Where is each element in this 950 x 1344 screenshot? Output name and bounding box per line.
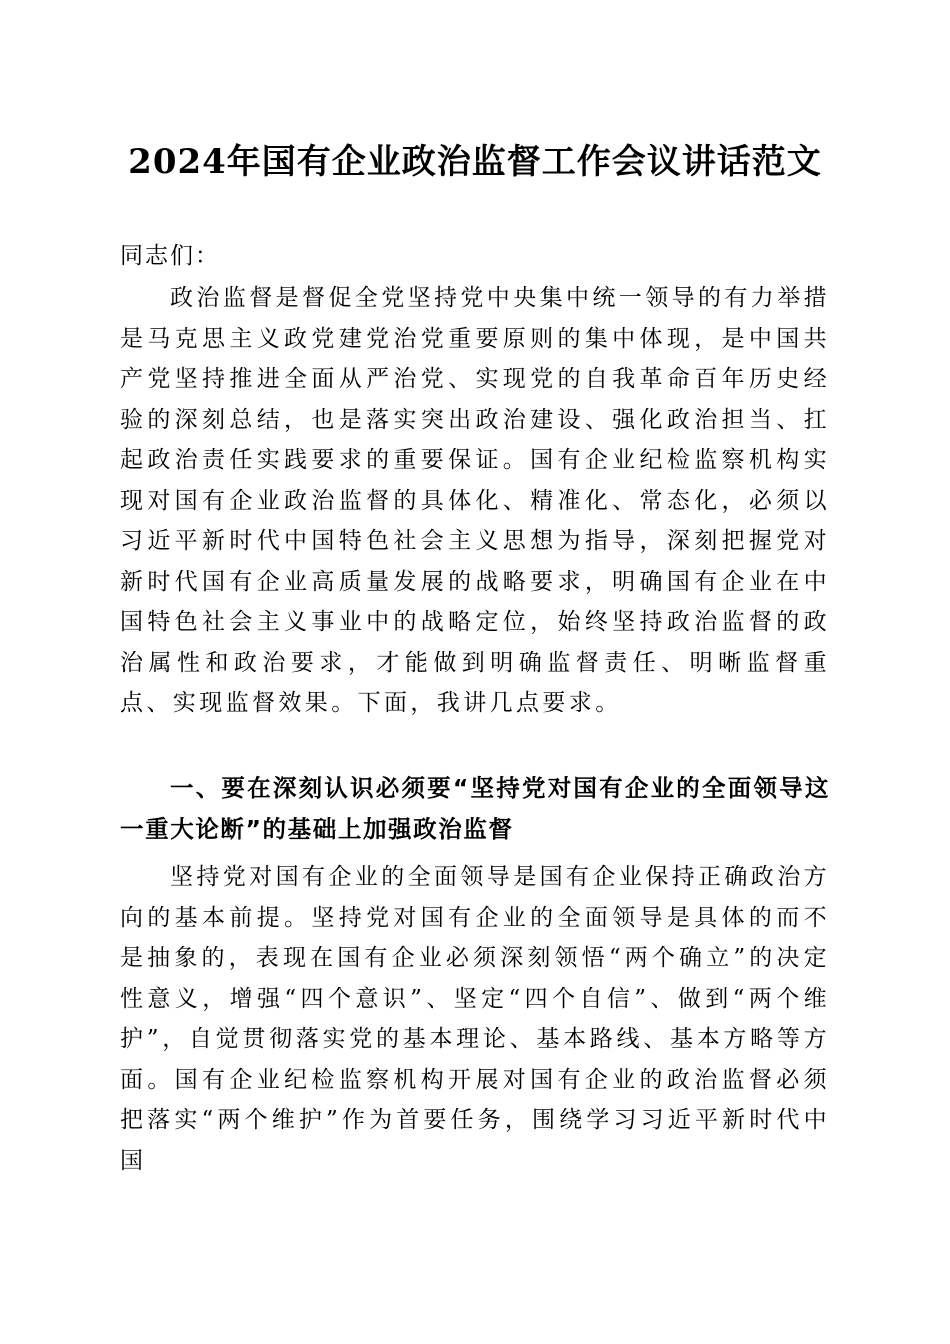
salutation: 同志们： xyxy=(120,243,220,269)
section-heading-1: 一、要在深刻认识必须要“坚持党对国有企业的全面领导这一重大论断”的基础上加强政治监督 xyxy=(120,774,830,843)
paragraph-section-1: 坚持党对国有企业的全面领导是国有企业保持正确政治方向的基本前提。坚持党对国有企业的全面领导是具体的而不是抽象的，表现在国有企业必须深刻领悟“两个确立”的决定性意义，增强“四个意识”、坚定“四个自信”、做到“两个维护”，自觉贯彻落实党的基本理论、基本路线、基本方略等方面。国有企业纪检监察机构开展对国有企业的政治监督必须把落实“两个维护”作为首要任务，围绕学习习近平新时代中国 xyxy=(120,864,830,1174)
paragraph-intro: 政治监督是督促全党坚持党中央集中统一领导的有力举措是马克思主义政党建党治党重要原则的集中体现，是中国共产党坚持推进全面从严治党、实现党的自我革命百年历史经验的深刻总结，也是落实突出政治建设、强化政治担当、扛起政治责任实践要求的重要保证。国有企业纪检监察机构实现对国有企业政治监督的具体化、精准化、常态化，必须以习近平新时代中国特色社会主义思想为指导，深刻把握党对新时代国有企业高质量发展的战略要求，明确国有企业在中国特色社会主义事业中的战略定位，始终坚持政治监督的政治属性和政治要求，才能做到明确监督责任、明晰监督重点、实现监督效果。下面，我讲几点要求。 xyxy=(120,285,830,716)
document-title: 2024年国有企业政治监督工作会议讲话范文 xyxy=(128,142,822,182)
